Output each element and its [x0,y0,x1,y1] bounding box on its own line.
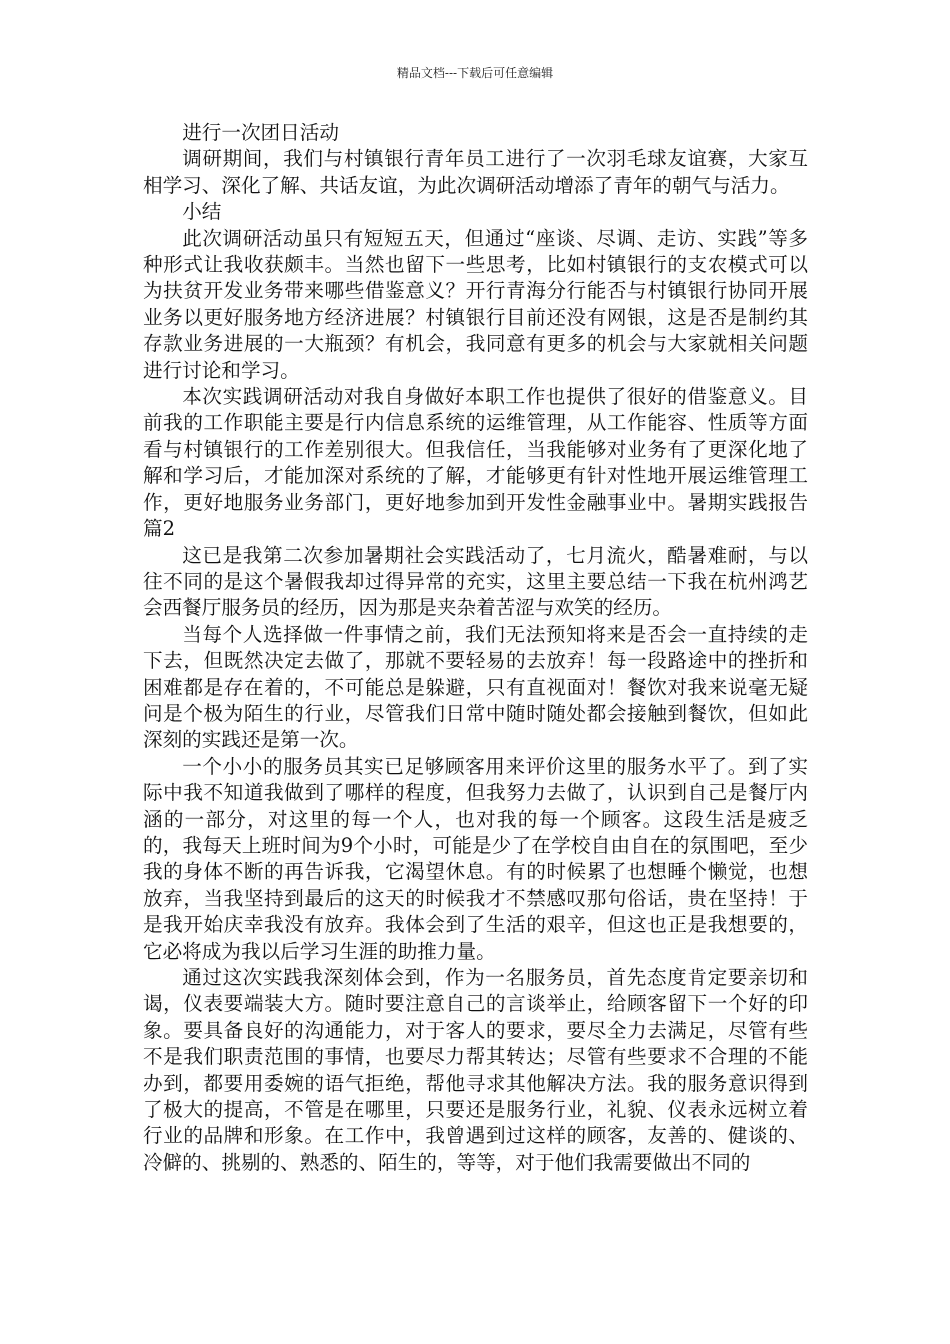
paragraph: 通过这次实践我深刻体会到，作为一名服务员，首先态度肯定要亲切和谒，仪表要端装大方。随时要注意自己的言谈举止，给顾客留下一个好的印象。要具备良好的沟通能力，对于客人的要求，要尽全力去满足，尽管有些不是我们职责范围的事情，也要尽力帮其转达；尽管有些要求不合理的不能办到，都要用委婉的语气拒绝，帮他寻求其他解决方法。我的服务意识得到了极大的提高，不管是在哪里，只要还是服务行业，礼貌、仪表永远树立着行业的品牌和形象。在工作中，我曾遇到过这样的顾客，友善的、健谈的、冷僻的、挑剔的、熟悉的、陌生的，等等，对于他们我需要做出不同的 [143,966,808,1174]
paragraph: 此次调研活动虽只有短短五天，但通过“座谈、尽调、走访、实践”等多种形式让我收获颇丰。当然也留下一些思考，比如村镇银行的支农模式可以为扶贫开发业务带来哪些借鉴意义？开行青海分行能否与村镇银行协同开展业务以更好服务地方经济进展？村镇银行目前还没有网银，这是否是制约其存款业务进展的一大瓶颈？有机会，我同意有更多的机会与大家就相关问题进行讨论和学习。 [143,226,808,382]
paragraph: 调研期间，我们与村镇银行青年员工进行了一次羽毛球友谊赛，大家互相学习、深化了解、共话友谊，为此次调研活动增添了青年的朝气与活力。 [143,147,808,197]
paragraph-heading-activity: 进行一次团日活动 [182,121,339,144]
document-body [143,120,808,1176]
page-header: 精品文档---下载后可任意编辑 [396,66,554,80]
paragraph: 本次实践调研活动对我自身做好本职工作也提供了很好的借鉴意义。目前我的工作职能主要是行内信息系统的运维管理，从工作能容、性质等方面看与村镇银行的工作差别很大。但我信任，当我能够对业务有了更深化地了解和学习后，才能加深对系统的了解，才能够更有针对性地开展运维管理工作，更好地服务业务部门，更好地参加到开发性金融事业中。暑期实践报告 篇2 [143,385,808,541]
paragraph-heading-summary: 小结 [182,200,222,224]
paragraph: 这已是我第二次参加暑期社会实践活动了，七月流火，酷暑难耐，与以往不同的是这个暑假我却过得异常的充实，这里主要总结一下我在杭州鸿艺会西餐厅服务员的经历，因为那是夹杂着苦涩与欢笑的经历。 [143,543,808,620]
paragraph: 当每个人选择做一件事情之前，我们无法预知将来是否会一直持续的走下去，但既然决定去做了，那就不要轻易的去放弃！每一段路途中的挫折和困难都是存在着的，不可能总是躲避，只有直视面对！餐饮对我来说毫无疑问是个极为陌生的行业，尽管我们日常中随时随处都会接触到餐饮，但如此深刻的实践还是第一次。 [143,622,808,752]
paragraph: 一个小小的服务员其实已足够顾客用来评价这里的服务水平了。到了实际中我不知道我做到了哪样的程度，但我努力去做了，认识到自己是餐厅内涵的一部分，对这里的每一个人，也对我的每一个顾客。这段生活是疲乏的，我每天上班时间为9个小时，可能是少了在学校自由自在的氛围吧，至少我的身体不断的再告诉我，它渴望休息。有的时候累了也想睡个懒觉，也想放弃，当我坚持到最后的这天的时候我才不禁感叹那句俗话，贵在坚持！于是我开始庆幸我没有放弃。我体会到了生活的艰辛，但这也正是我想要的，它必将成为我以后学习生涯的助推力量。 [143,754,808,963]
